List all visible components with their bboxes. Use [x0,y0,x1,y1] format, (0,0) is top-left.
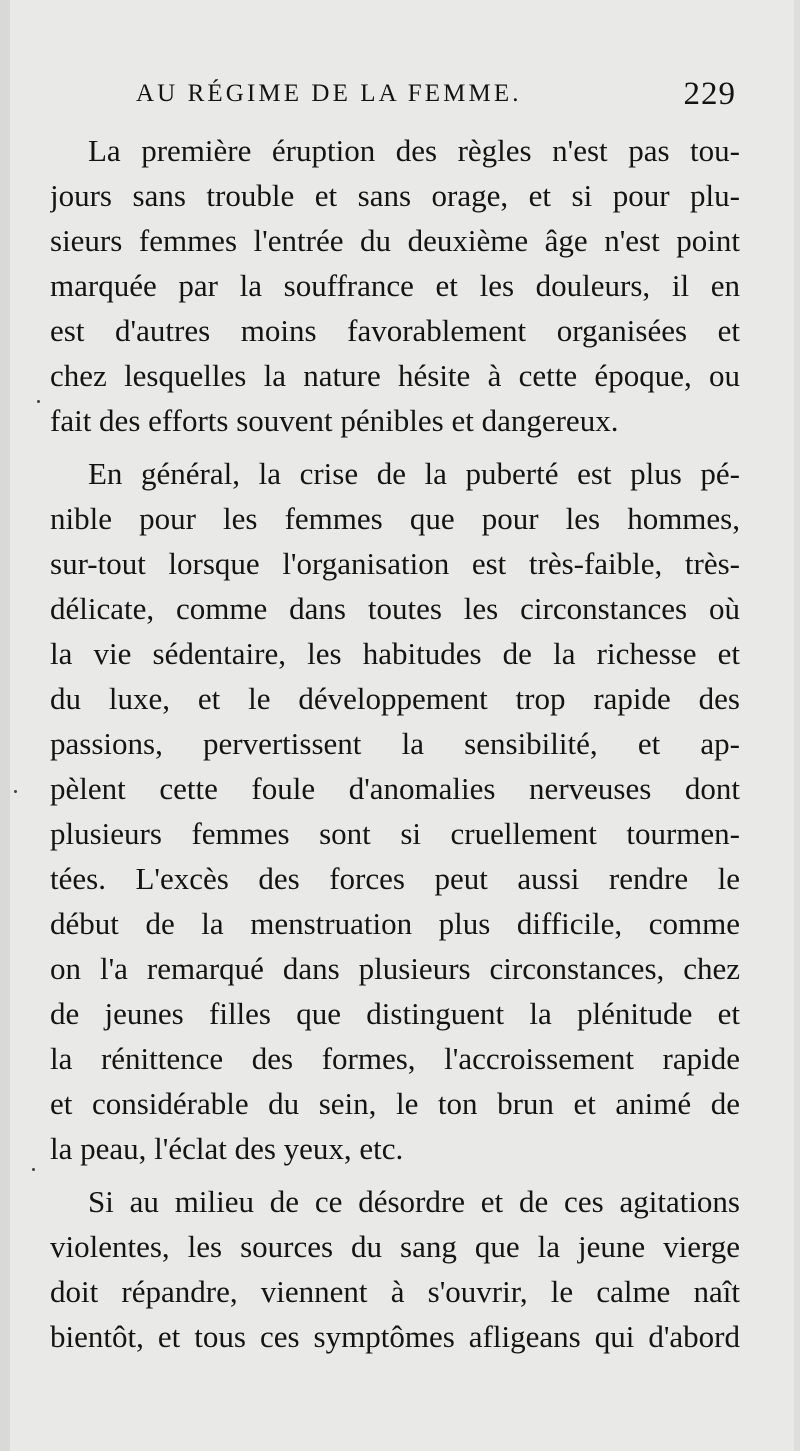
text-line: sur-tout lorsque l'organisation est très-faible, très- [50,546,740,581]
text-line: Si au milieu de ce désordre et de ces agitations [88,1184,740,1219]
page-header [136,78,736,118]
text-line: est d'autres moins favorablement organisées et [50,313,740,348]
text-line: on l'a remarqué dans plusieurs circonstances, chez [50,951,740,986]
text-line: et considérable du sein, le ton brun et animé de [50,1086,740,1121]
page-right-edge [794,0,800,1451]
text-line: sieurs femmes l'entrée du deuxième âge n'est point [50,223,740,258]
text-line: nible pour les femmes que pour les hommes, [50,501,740,536]
text-line: la peau, l'éclat des yeux, etc. [50,1131,404,1166]
text-line: fait des efforts souvent pénibles et dangereux. [50,403,619,438]
text-line: plusieurs femmes sont si cruellement tourmen- [50,816,740,851]
text-line: de jeunes filles que distinguent la plénitude et [50,996,740,1031]
text-line: La première éruption des règles n'est pas tou- [88,133,740,168]
text-line: du luxe, et le développement trop rapide des [50,681,740,716]
ink-speck [14,790,17,793]
ink-speck [37,400,40,403]
page-number: 229 [683,76,736,112]
text-line: chez lesquelles la nature hésite à cette époque, ou [50,358,740,393]
text-line: tées. L'excès des forces peut aussi rendre le [50,861,740,896]
text-line: pèlent cette foule d'anomalies nerveuses dont [50,771,740,806]
text-line: violentes, les sources du sang que la jeune vierge [50,1229,740,1264]
body-text [50,128,740,1390]
ink-speck [32,1168,35,1171]
text-line: délicate, comme dans toutes les circonstances où [50,591,740,626]
paragraph-3 [50,1179,740,1359]
paragraph-1 [50,128,740,443]
text-line: la vie sédentaire, les habitudes de la richesse et [50,636,740,671]
text-line: bientôt, et tous ces symptômes afligeans qui d'abord [50,1319,740,1354]
text-line: marquée par la souffrance et les douleurs, il en [50,268,740,303]
text-line: passions, pervertissent la sensibilité, et ap- [50,726,740,761]
text-line: la rénittence des formes, l'accroissement rapide [50,1041,740,1076]
text-line: début de la menstruation plus difficile, comme [50,906,740,941]
running-title: AU RÉGIME DE LA FEMME. [136,80,522,107]
text-line: doit répandre, viennent à s'ouvrir, le calme naît [50,1274,740,1309]
text-line: jours sans trouble et sans orage, et si pour plu- [50,178,740,213]
page-left-edge [0,0,10,1451]
text-line: En général, la crise de la puberté est plus pé- [88,456,740,491]
paragraph-2 [50,451,740,1171]
